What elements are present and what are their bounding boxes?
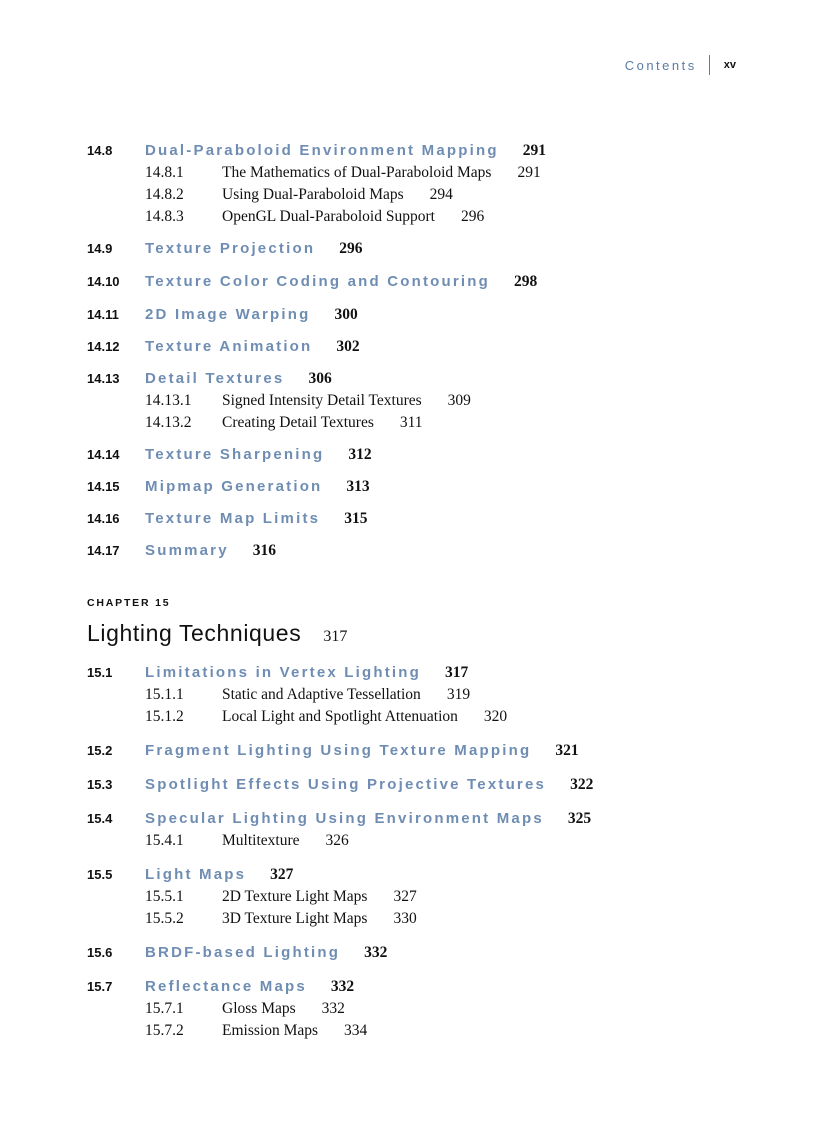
toc-section-link[interactable] <box>87 271 747 293</box>
section-title <box>145 864 293 886</box>
toc-subsection-link[interactable] <box>87 886 747 908</box>
subsection-title <box>222 412 423 434</box>
subsection-title-text: The Mathematics of Dual-Paraboloid Maps <box>222 164 492 181</box>
section-title <box>145 304 358 326</box>
subsection-title-text: Static and Adaptive Tessellation <box>222 686 421 703</box>
toc-entry <box>87 271 747 293</box>
section-title-text: Reflectance Maps <box>145 978 307 995</box>
section-page-number: 298 <box>514 273 538 290</box>
section-title <box>145 540 276 562</box>
subsection-title <box>222 1020 367 1042</box>
toc-subsection-link[interactable] <box>87 390 747 412</box>
subsection-title <box>222 886 417 908</box>
subsection-title <box>222 998 345 1020</box>
running-header-label: Contents <box>624 57 697 73</box>
toc-section-link[interactable] <box>87 444 747 466</box>
subsection-number: 14.13.2 <box>145 414 192 431</box>
toc-section-link[interactable] <box>87 304 747 326</box>
subsection-title <box>222 184 453 206</box>
toc-section-link[interactable] <box>87 976 747 998</box>
subsection-title-text: Gloss Maps <box>222 1000 296 1017</box>
section-number: 14.8 <box>87 143 113 158</box>
section-page-number: 300 <box>334 306 358 323</box>
chapter-heading[interactable] <box>87 620 347 647</box>
subsection-title-text: Creating Detail Textures <box>222 414 374 431</box>
subsection-title-text: 2D Texture Light Maps <box>222 888 368 905</box>
section-number: 14.15 <box>87 479 120 494</box>
subsection-title <box>222 390 471 412</box>
subsection-page-number: 291 <box>517 164 541 181</box>
section-title-text: Detail Textures <box>145 370 285 387</box>
subsection-page-number: 334 <box>344 1022 368 1039</box>
subsection-number: 14.8.2 <box>145 186 184 203</box>
subsection-number: 15.1.2 <box>145 708 184 725</box>
toc-subsection-link[interactable] <box>87 162 747 184</box>
section-title-text: Fragment Lighting Using Texture Mapping <box>145 742 532 759</box>
section-page-number: 312 <box>348 446 372 463</box>
chapter-label: CHAPTER 15 <box>87 597 171 609</box>
subsection-number: 15.7.1 <box>145 1000 184 1017</box>
section-title <box>145 476 370 498</box>
section-title-text: Dual-Paraboloid Environment Mapping <box>145 142 499 159</box>
subsection-title <box>222 830 349 852</box>
section-title-text: 2D Image Warping <box>145 306 311 323</box>
section-page-number: 322 <box>570 776 594 793</box>
chapter-page-number: 317 <box>323 628 348 645</box>
section-page-number: 316 <box>252 542 277 559</box>
section-title <box>145 976 354 998</box>
toc-chapter-14-sections <box>87 140 747 562</box>
section-page-number: 332 <box>364 944 388 961</box>
subsection-page-number: 330 <box>393 910 417 927</box>
toc-entry <box>87 508 747 530</box>
section-number: 14.16 <box>87 511 120 526</box>
section-title <box>145 774 593 796</box>
toc-section-link[interactable] <box>87 368 747 390</box>
subsection-title <box>222 684 470 706</box>
subsection-title-text: OpenGL Dual-Paraboloid Support <box>222 208 435 225</box>
section-number: 14.17 <box>87 543 120 558</box>
section-title <box>145 740 579 762</box>
page-folio: xv <box>723 59 736 71</box>
toc-subsection-link[interactable] <box>87 684 747 706</box>
toc-subsection-link[interactable] <box>87 830 747 852</box>
toc-subsection-link[interactable] <box>87 998 747 1020</box>
subsection-number: 15.7.2 <box>145 1022 184 1039</box>
subsection-title-text: Emission Maps <box>222 1022 319 1039</box>
toc-section-link[interactable] <box>87 140 747 162</box>
subsection-title-text: Using Dual-Paraboloid Maps <box>222 186 404 203</box>
subsection-title-text: 3D Texture Light Maps <box>222 910 368 927</box>
subsection-page-number: 296 <box>460 208 485 225</box>
subsection-title <box>222 706 507 728</box>
running-header <box>625 54 736 76</box>
subsection-page-number: 309 <box>447 392 471 409</box>
toc-entry <box>87 238 747 260</box>
toc-section-link[interactable] <box>87 740 747 762</box>
section-title-text: Limitations in Vertex Lighting <box>145 664 422 681</box>
toc-chapter-15-sections <box>87 662 747 1042</box>
section-page-number: 296 <box>339 240 363 257</box>
subsection-number: 15.5.2 <box>145 910 184 927</box>
section-number: 14.11 <box>87 307 119 322</box>
toc-subsection-link[interactable] <box>87 206 747 228</box>
section-page-number: 313 <box>346 478 370 495</box>
section-title-text: Specular Lighting Using Environment Maps <box>145 810 544 827</box>
section-title-text: Mipmap Generation <box>145 478 323 495</box>
subsection-page-number: 294 <box>429 186 453 203</box>
subsection-page-number: 326 <box>325 832 349 849</box>
section-page-number: 321 <box>555 742 579 759</box>
section-number: 14.14 <box>87 447 120 462</box>
toc-section-link[interactable] <box>87 774 747 796</box>
toc-subsection-link[interactable] <box>87 412 747 434</box>
subsection-number: 14.8.1 <box>145 164 184 181</box>
section-title-text: Spotlight Effects Using Projective Textures <box>145 776 547 793</box>
subsection-number: 15.5.1 <box>145 888 184 905</box>
toc-entry <box>87 774 747 796</box>
subsection-page-number: 319 <box>446 686 471 703</box>
section-number: 15.5 <box>87 867 113 882</box>
toc-entry <box>87 740 747 762</box>
toc-section-link[interactable] <box>87 808 747 830</box>
subsection-title <box>222 162 541 184</box>
toc-entry <box>87 336 747 358</box>
section-title <box>145 336 360 358</box>
toc-subsection-link[interactable] <box>87 908 747 930</box>
section-number: 14.12 <box>87 339 120 354</box>
toc-subsection-link[interactable] <box>87 184 747 206</box>
section-page-number: 327 <box>270 866 294 883</box>
toc-entry <box>87 864 747 930</box>
subsection-title <box>222 206 484 228</box>
section-page-number: 317 <box>445 664 469 681</box>
section-page-number: 302 <box>336 338 360 355</box>
toc-subsection-link[interactable] <box>87 706 747 728</box>
section-title <box>145 942 387 964</box>
toc-section-link[interactable] <box>87 238 747 260</box>
section-number: 15.7 <box>87 979 113 994</box>
section-number: 15.6 <box>87 945 113 960</box>
subsection-number: 14.13.1 <box>145 392 192 409</box>
section-title-text: Texture Sharpening <box>145 446 325 463</box>
subsection-page-number: 311 <box>399 414 423 431</box>
section-page-number: 291 <box>522 142 546 159</box>
section-number: 15.2 <box>87 743 113 758</box>
toc-subsection-link[interactable] <box>87 1020 747 1042</box>
section-number: 14.13 <box>87 371 120 386</box>
subsection-number: 15.1.1 <box>145 686 184 703</box>
section-title-text: Texture Map Limits <box>145 510 321 527</box>
subsection-title-text: Multitexture <box>222 832 300 849</box>
section-page-number: 315 <box>344 510 368 527</box>
section-title-text: Light Maps <box>145 866 247 883</box>
toc-entry <box>87 476 747 498</box>
section-title <box>145 662 468 684</box>
toc-section-link[interactable] <box>87 476 747 498</box>
toc-section-link[interactable] <box>87 942 747 964</box>
subsection-page-number: 320 <box>483 708 508 725</box>
section-number: 15.3 <box>87 777 113 792</box>
section-title-text: Texture Color Coding and Contouring <box>145 273 491 290</box>
subsection-number: 15.4.1 <box>145 832 184 849</box>
toc-entry <box>87 444 747 466</box>
toc-entry <box>87 304 747 326</box>
section-title <box>145 238 362 260</box>
section-title-text: Texture Projection <box>145 240 316 257</box>
toc-entry <box>87 140 747 228</box>
toc-section-link[interactable] <box>87 336 747 358</box>
subsection-title-text: Signed Intensity Detail Textures <box>222 392 422 409</box>
subsection-page-number: 327 <box>393 888 417 905</box>
section-title-text: BRDF-based Lighting <box>145 944 341 961</box>
toc-section-link[interactable] <box>87 540 747 562</box>
toc-entry <box>87 540 747 562</box>
toc-entry <box>87 976 747 1042</box>
subsection-title-text: Local Light and Spotlight Attenuation <box>222 708 458 725</box>
section-title <box>145 444 372 466</box>
toc-entry <box>87 368 747 434</box>
section-title <box>145 140 546 162</box>
section-title <box>145 508 367 530</box>
section-page-number: 306 <box>308 370 332 387</box>
section-title <box>145 368 332 390</box>
subsection-page-number: 332 <box>321 1000 345 1017</box>
section-number: 14.10 <box>87 274 120 289</box>
chapter-title: Lighting Techniques <box>87 620 302 646</box>
subsection-number: 14.8.3 <box>145 208 184 225</box>
section-number: 15.4 <box>87 811 113 826</box>
section-title-text: Texture Animation <box>145 338 313 355</box>
subsection-title <box>222 908 417 930</box>
toc-section-link[interactable] <box>87 864 747 886</box>
section-number: 14.9 <box>87 241 113 256</box>
toc-entry <box>87 942 747 964</box>
toc-section-link[interactable] <box>87 662 747 684</box>
section-number: 15.1 <box>87 665 113 680</box>
section-page-number: 325 <box>567 810 592 827</box>
section-page-number: 332 <box>330 978 355 995</box>
toc-section-link[interactable] <box>87 508 747 530</box>
section-title-text: Summary <box>145 542 229 559</box>
toc-entry <box>87 808 747 852</box>
section-title <box>145 808 591 830</box>
section-title <box>145 271 537 293</box>
toc-entry <box>87 662 747 728</box>
